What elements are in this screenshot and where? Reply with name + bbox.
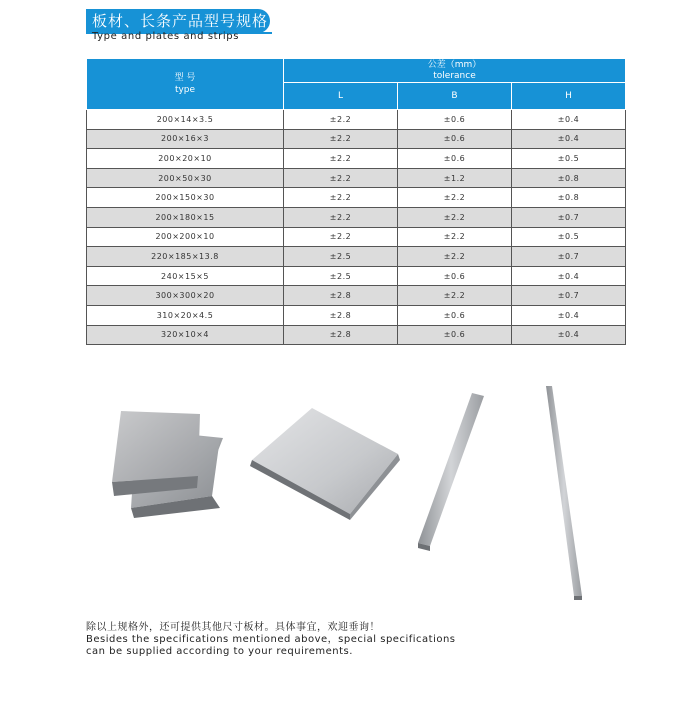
type-header — [87, 59, 284, 110]
footer-note-en-2: can be supplied according to your requirements. — [86, 646, 353, 657]
l-tolerance-cell: ±2.2 — [284, 129, 398, 149]
type-cell: 200×180×15 — [87, 207, 284, 227]
tolerance-header-en: tolerance — [433, 70, 476, 81]
table-row — [87, 325, 626, 345]
l-tolerance-cell: ±2.2 — [284, 188, 398, 208]
table-row — [87, 168, 626, 188]
b-tolerance-cell: ±2.2 — [398, 286, 512, 306]
table-row — [87, 227, 626, 247]
h-tolerance-cell: ±0.8 — [512, 188, 626, 208]
footer-note-en-1: Besides the specifications mentioned above，special specifications — [86, 634, 456, 645]
h-tolerance-cell: ±0.4 — [512, 305, 626, 325]
table-row — [87, 305, 626, 325]
square-blocks-image — [112, 411, 223, 518]
b-tolerance-cell: ±0.6 — [398, 149, 512, 169]
b-tolerance-cell: ±0.6 — [398, 110, 512, 130]
footer-note-cn: 除以上规格外，还可提供其他尺寸板材。具体事宜，欢迎垂询！ — [86, 622, 380, 633]
long-strip-image — [546, 386, 582, 600]
footer-note — [86, 622, 456, 658]
b-tolerance-cell: ±0.6 — [398, 305, 512, 325]
section-subtitle: Type and plates and strips — [92, 31, 240, 42]
table-row — [87, 110, 626, 130]
spec-table — [86, 58, 626, 345]
h-tolerance-cell: ±0.7 — [512, 207, 626, 227]
type-cell: 200×16×3 — [87, 129, 284, 149]
l-tolerance-cell: ±2.2 — [284, 207, 398, 227]
b-tolerance-cell: ±2.2 — [398, 188, 512, 208]
b-tolerance-cell: ±2.2 — [398, 207, 512, 227]
h-tolerance-cell: ±0.5 — [512, 149, 626, 169]
column-header-b: B — [398, 83, 512, 110]
h-tolerance-cell: ±0.4 — [512, 110, 626, 130]
short-strip-image — [418, 393, 484, 551]
table-row — [87, 207, 626, 227]
b-tolerance-cell: ±0.6 — [398, 266, 512, 286]
type-cell: 200×200×10 — [87, 227, 284, 247]
table-row — [87, 266, 626, 286]
l-tolerance-cell: ±2.2 — [284, 168, 398, 188]
l-tolerance-cell: ±2.8 — [284, 305, 398, 325]
type-header-cn: 型 号 — [174, 73, 196, 83]
l-tolerance-cell: ±2.2 — [284, 227, 398, 247]
type-cell: 200×14×3.5 — [87, 110, 284, 130]
type-cell: 200×20×10 — [87, 149, 284, 169]
column-header-l: L — [284, 83, 398, 110]
h-tolerance-cell: ±0.5 — [512, 227, 626, 247]
b-tolerance-cell: ±1.2 — [398, 168, 512, 188]
product-photos — [100, 378, 620, 608]
l-tolerance-cell: ±2.8 — [284, 286, 398, 306]
b-tolerance-cell: ±0.6 — [398, 325, 512, 345]
type-cell: 240×15×5 — [87, 266, 284, 286]
b-tolerance-cell: ±2.2 — [398, 247, 512, 267]
h-tolerance-cell: ±0.7 — [512, 286, 626, 306]
type-cell: 220×185×13.8 — [87, 247, 284, 267]
type-cell: 200×150×30 — [87, 188, 284, 208]
type-cell: 310×20×4.5 — [87, 305, 284, 325]
table-row — [87, 149, 626, 169]
type-header-en: type — [174, 85, 196, 95]
section-title: 板材、长条产品型号规格 — [86, 9, 270, 33]
h-tolerance-cell: ±0.8 — [512, 168, 626, 188]
l-tolerance-cell: ±2.2 — [284, 110, 398, 130]
l-tolerance-cell: ±2.8 — [284, 325, 398, 345]
type-cell: 300×300×20 — [87, 286, 284, 306]
l-tolerance-cell: ±2.5 — [284, 266, 398, 286]
flat-plate-image — [250, 408, 400, 520]
l-tolerance-cell: ±2.5 — [284, 247, 398, 267]
table-row — [87, 286, 626, 306]
column-header-h: H — [512, 83, 626, 110]
h-tolerance-cell: ±0.4 — [512, 266, 626, 286]
h-tolerance-cell: ±0.4 — [512, 129, 626, 149]
table-row — [87, 247, 626, 267]
b-tolerance-cell: ±0.6 — [398, 129, 512, 149]
type-cell: 200×50×30 — [87, 168, 284, 188]
b-tolerance-cell: ±2.2 — [398, 227, 512, 247]
h-tolerance-cell: ±0.7 — [512, 247, 626, 267]
type-cell: 320×10×4 — [87, 325, 284, 345]
spec-table-body — [87, 110, 626, 345]
h-tolerance-cell: ±0.4 — [512, 325, 626, 345]
table-row — [87, 129, 626, 149]
tolerance-header-cn: 公差（mm） — [427, 59, 482, 70]
l-tolerance-cell: ±2.2 — [284, 149, 398, 169]
table-row — [87, 188, 626, 208]
tolerance-header — [284, 59, 626, 83]
